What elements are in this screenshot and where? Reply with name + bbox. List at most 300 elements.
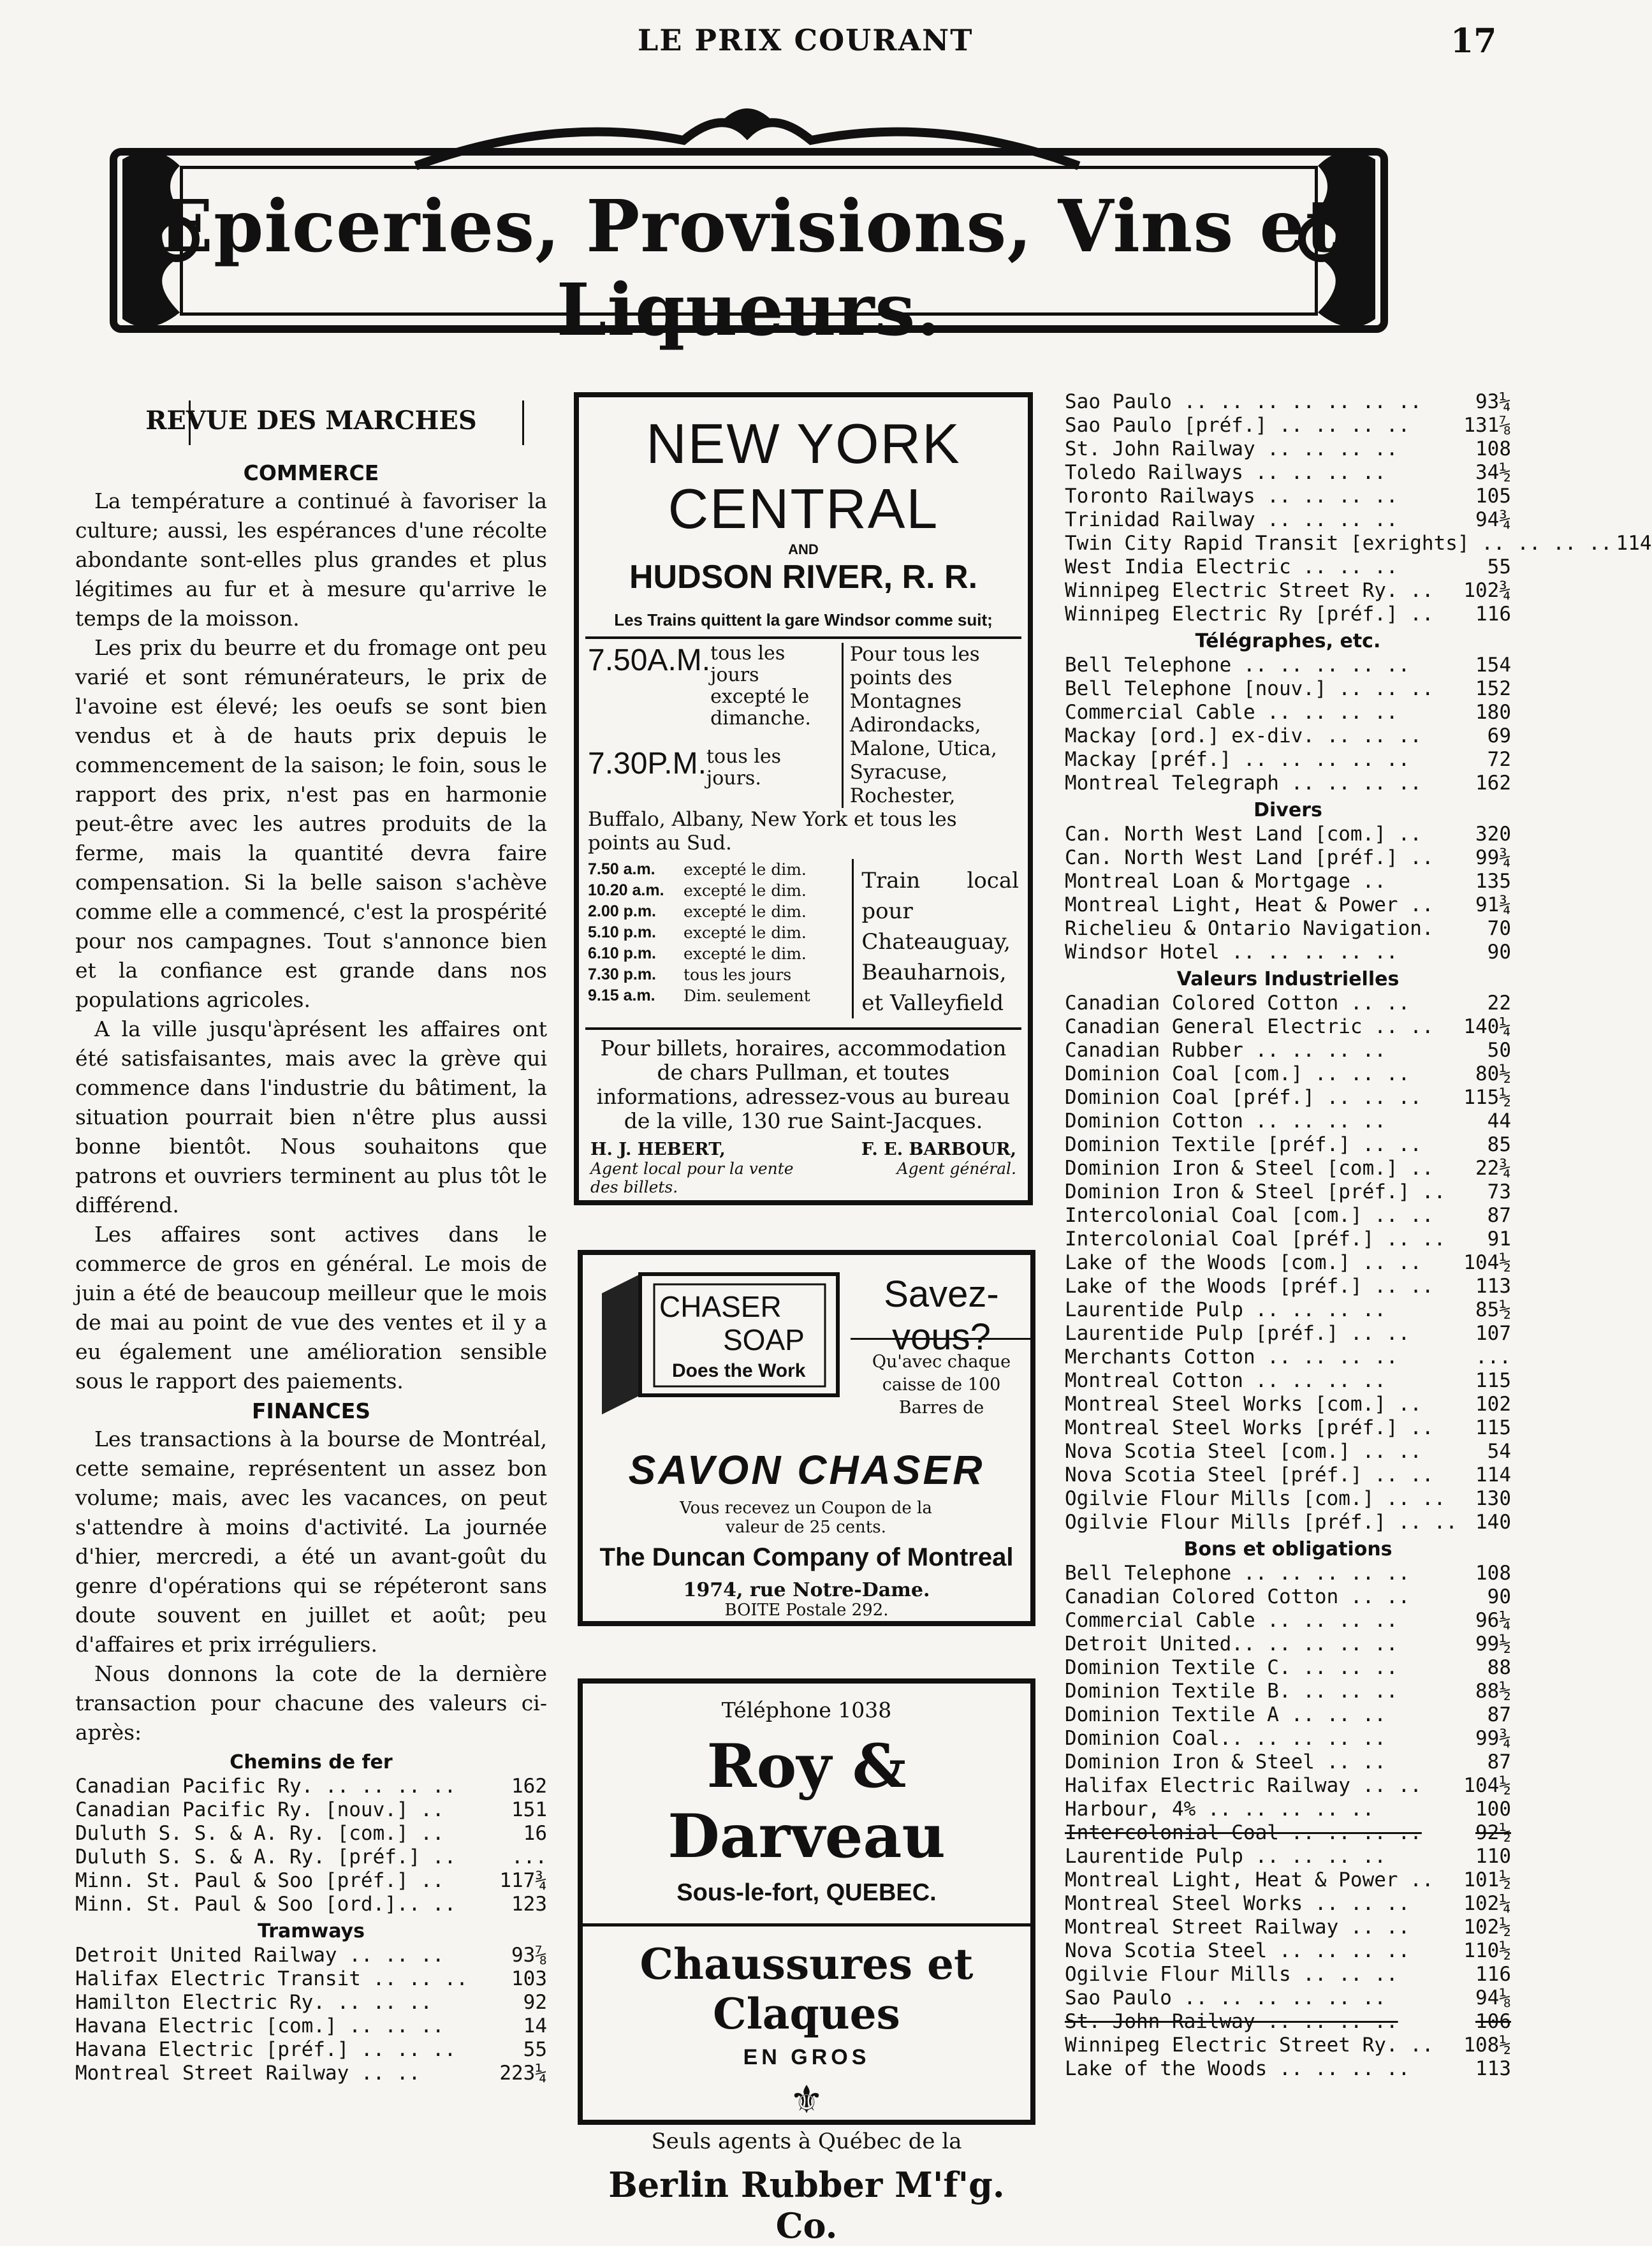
local-train-time: 6.10 p.m.: [588, 944, 656, 962]
security-price: 113: [1475, 1275, 1511, 1298]
security-name: Canadian Pacific Ry. .. .. .. ..: [75, 1775, 457, 1798]
security-price: 100: [1475, 1798, 1511, 1821]
security-name: Toronto Railways .. .. .. ..: [1065, 485, 1398, 508]
security-name: Merchants Cotton .. .. .. ..: [1065, 1346, 1398, 1369]
security-price: 93¼: [1475, 390, 1511, 413]
quote-row: [1065, 1393, 1511, 1416]
security-price: 96¼: [1475, 1609, 1511, 1632]
quote-row: [75, 2038, 547, 2062]
quote-row: [1065, 390, 1511, 414]
savon-chaser-title: SAVON CHASER: [628, 1447, 985, 1493]
page-header: [0, 18, 1610, 69]
security-name: Dominion Coal.. .. .. .. ..: [1065, 1727, 1386, 1750]
security-price: 69: [1487, 724, 1511, 747]
roy-product: Chaussures et Claques: [640, 1939, 974, 2039]
local-train-row: [588, 880, 852, 901]
security-name: Havana Electric [préf.] .. .. ..: [75, 2038, 457, 2061]
quote-row: [1065, 992, 1511, 1015]
local-train-note: excepté le dim.: [683, 881, 807, 900]
local-train-time: 5.10 p.m.: [588, 923, 656, 941]
security-price: 91¾: [1475, 893, 1511, 916]
quote-row: [1065, 823, 1511, 846]
quote-row: [75, 1967, 547, 1991]
journal-title: LE PRIX COURANT: [638, 23, 974, 57]
roy-en-gros: EN GROS: [743, 2045, 870, 2069]
quote-row: [1065, 1963, 1511, 1986]
security-price: 87: [1487, 1204, 1511, 1227]
security-name: Detroit United.. .. .. .. ..: [1065, 1633, 1398, 1655]
security-price: 73: [1487, 1180, 1511, 1203]
quote-row: [75, 1944, 547, 1967]
security-price: 70: [1487, 917, 1511, 940]
quote-row: [1065, 1322, 1511, 1346]
security-price: 92½: [1475, 1821, 1511, 1844]
security-price: 108: [1475, 437, 1511, 460]
quote-row: [1065, 461, 1511, 485]
security-name: Twin City Rapid Transit [exrights] .. .. .. ..: [1065, 532, 1612, 555]
security-price: 87: [1487, 1703, 1511, 1726]
security-price: 88: [1487, 1656, 1511, 1679]
quote-row: [1065, 1633, 1511, 1656]
security-price: 320: [1475, 823, 1511, 846]
nyc-info: Pour billets, horaires, accommodation de chars Pullman, et toutes informations, adressez-vous au bureau de la ville, 130 rue Saint-Jacques.: [596, 1036, 1011, 1133]
security-price: 135: [1475, 870, 1511, 893]
quote-row: [75, 1846, 547, 1869]
stock-list: [1065, 390, 1652, 626]
security-name: Duluth S. S. & A. Ry. [com.] ..: [75, 1822, 444, 1845]
security-price: 106: [1475, 2010, 1511, 2033]
train-destinations-cont: Buffalo, Albany, New York et tous les points au Sud.: [588, 808, 957, 855]
security-price: 16: [523, 1822, 547, 1845]
quote-row: [1065, 677, 1511, 701]
security-price: 102¼: [1463, 1892, 1511, 1915]
quote-row: [75, 1991, 547, 2015]
security-name: Dominion Coal [préf.] .. .. ..: [1065, 1086, 1422, 1109]
quote-row: [1065, 1986, 1511, 2010]
soap-box-slogan: Does the Work: [672, 1360, 806, 1381]
security-price: 151: [511, 1798, 547, 1821]
quote-row: [1065, 2034, 1511, 2057]
quote-row: [1065, 1062, 1511, 1086]
local-train-note: excepté le dim.: [683, 860, 807, 879]
quote-row: [1065, 1298, 1511, 1322]
quote-row: [1065, 2010, 1511, 2034]
quote-row: [1065, 555, 1511, 579]
local-train-note: excepté le dim.: [683, 902, 807, 921]
security-name: Dominion Cotton .. .. .. ..: [1065, 1110, 1386, 1133]
quote-row: [1065, 1228, 1511, 1251]
security-name: Montreal Steel Works [préf.] ..: [1065, 1416, 1434, 1439]
quote-row: [75, 2062, 547, 2085]
security-price: 90: [1487, 941, 1511, 964]
security-price: 140: [1475, 1511, 1511, 1534]
railways-list: [75, 1775, 547, 1916]
security-name: Halifax Electric Railway .. ..: [1065, 1774, 1422, 1797]
security-name: Dominion Coal [com.] .. .. ..: [1065, 1062, 1410, 1085]
security-price: 154: [1475, 654, 1511, 677]
quote-row: [1065, 1180, 1511, 1204]
security-price: 14: [523, 2015, 547, 2037]
security-price: 114: [1475, 1464, 1511, 1486]
quote-row: [1065, 1727, 1511, 1751]
security-name: Laurentide Pulp .. .. .. ..: [1065, 1298, 1386, 1321]
divers-heading: Divers: [1254, 799, 1322, 821]
local-train-time: 10.20 a.m.: [588, 881, 664, 899]
security-price: 22: [1487, 992, 1511, 1015]
right-column: [1065, 390, 1652, 2081]
security-name: Winnipeg Electric Ry [préf.] ..: [1065, 603, 1434, 626]
security-name: Mackay [préf.] .. .. .. .. ..: [1065, 748, 1410, 771]
quote-row: [1065, 1680, 1511, 1703]
telegraph-list: [1065, 654, 1511, 795]
quote-row: [1065, 579, 1511, 603]
security-name: Bell Telephone .. .. .. .. ..: [1065, 1562, 1410, 1585]
agent-local-name: H. J. HEBERT,: [590, 1140, 726, 1159]
bonds-list: [1065, 1562, 1511, 2081]
security-price: ...: [1475, 1346, 1511, 1369]
banner-title: Epiceries, Provisions, Vins et Liqueurs.: [158, 185, 1340, 352]
security-price: 131⅞: [1463, 414, 1511, 437]
security-name: Dominion Textile A .. .. ..: [1065, 1703, 1386, 1726]
page-number: 17: [1451, 22, 1497, 61]
security-price: 92: [523, 1991, 547, 2014]
security-name: Winnipeg Electric Street Ry. ..: [1065, 579, 1434, 602]
security-price: 117¾: [499, 1869, 547, 1892]
quote-row: [1065, 485, 1511, 508]
security-name: Nova Scotia Steel .. .. .. ..: [1065, 1939, 1410, 1962]
railways-heading: Chemins de fer: [230, 1751, 393, 1773]
security-name: Windsor Hotel .. .. .. .. ..: [1065, 941, 1398, 964]
security-price: 180: [1475, 701, 1511, 724]
security-name: St. John Railway .. .. .. ..: [1065, 437, 1398, 460]
commerce-heading: COMMERCE: [243, 460, 379, 485]
agent-general-role: Agent général.: [896, 1159, 1016, 1178]
quote-row: [1065, 1133, 1511, 1157]
roy-phone: Téléphone 1038: [721, 1698, 892, 1722]
train-time: 7.50A.M.: [588, 643, 711, 677]
security-price: 72: [1487, 748, 1511, 771]
quote-row: [1065, 1251, 1511, 1275]
security-name: Montreal Steel Works .. .. ..: [1065, 1892, 1410, 1915]
left-column: [75, 395, 547, 2085]
security-price: 101½: [1463, 1868, 1511, 1891]
quote-row: [1065, 1751, 1511, 1774]
security-price: 44: [1487, 1110, 1511, 1133]
train-destinations: Pour tous les points des Montagnes Adirondacks, Malone, Utica, Syracuse, Rochester,: [842, 643, 1019, 808]
roy-darveau-ad: [578, 1678, 1035, 2246]
duncan-address: 1974, rue Notre-Dame.: [683, 1579, 930, 1601]
security-name: Montreal Street Railway .. ..: [75, 2062, 421, 2085]
security-name: Lake of the Woods .. .. .. ..: [1065, 2057, 1410, 2080]
security-price: 55: [523, 2038, 547, 2061]
security-price: 102¾: [1463, 579, 1511, 602]
local-train-time: 7.50 a.m.: [588, 860, 655, 878]
quote-row: [1065, 1487, 1511, 1511]
local-train-times: [588, 859, 854, 1018]
quote-row: [1065, 1656, 1511, 1680]
security-price: 102½: [1463, 1916, 1511, 1939]
security-price: 123: [511, 1893, 547, 1916]
quote-row: [1065, 772, 1511, 795]
security-price: 85½: [1475, 1298, 1511, 1321]
coupon-text: Vous recevez un Coupon de la valeur de 25 cents.: [680, 1499, 932, 1537]
quote-row: [1065, 724, 1511, 748]
security-price: 162: [511, 1775, 547, 1798]
nyc-intro: Les Trains quittent la gare Windsor comme suit;: [614, 610, 993, 629]
quote-row: [75, 1869, 547, 1893]
paragraph: Les prix du beurre et du fromage ont peu varié et sont rémunérateurs, le prix de l'avoine est élevé; les oeufs se sont bien vendus et à de hauts prix depuis le commencement de la saison; le foin, sous le rapport des prix, n'est pas en harmonie peut-être avec les autres produits de la ferme, mais la quantité devra faire compensation. Si la belle saison s'achève comme elle a commencé, c'est la prospérité pour nos campagnes. Tout s'annonce bien et la confiance est grande dans nos populations agricoles.: [75, 635, 547, 1012]
security-price: 107: [1475, 1322, 1511, 1345]
quote-row: [1065, 1275, 1511, 1298]
security-name: Montreal Light, Heat & Power ..: [1065, 1868, 1434, 1891]
security-price: 91: [1487, 1228, 1511, 1251]
security-name: Hamilton Electric Ry. .. .. ..: [75, 1991, 432, 2014]
security-price: 116: [1475, 603, 1511, 626]
security-name: Montreal Telegraph .. .. .. ..: [1065, 772, 1422, 795]
security-name: Dominion Textile C. .. .. ..: [1065, 1656, 1398, 1679]
local-train-time: 7.30 p.m.: [588, 965, 656, 983]
security-name: Ogilvie Flour Mills [com.] .. ..: [1065, 1487, 1446, 1510]
telegraph-heading: Télégraphes, etc.: [1195, 630, 1381, 652]
security-name: Dominion Iron & Steel [préf.] ..: [1065, 1180, 1446, 1203]
security-name: Intercolonial Coal [préf.] .. ..: [1065, 1228, 1446, 1251]
security-price: 104½: [1463, 1774, 1511, 1797]
security-name: Detroit United Railway .. .. ..: [75, 1944, 444, 1967]
security-price: 115: [1475, 1416, 1511, 1439]
security-name: Lake of the Woods [préf.] .. ..: [1065, 1275, 1434, 1298]
local-train-row: [588, 901, 852, 922]
quote-row: [1065, 1086, 1511, 1110]
security-name: Dominion Textile B. .. .. ..: [1065, 1680, 1398, 1703]
industrial-heading: Valeurs Industrielles: [1176, 968, 1400, 990]
quote-row: [1065, 1868, 1511, 1892]
paragraph: Nous donnons la cote de la dernière transaction pour chacune des valeurs ci-après:: [75, 1661, 547, 1745]
security-name: Richelieu & Ontario Navigation.: [1065, 917, 1434, 940]
security-name: Canadian General Electric .. ..: [1065, 1015, 1434, 1038]
security-name: Can. North West Land [com.] ..: [1065, 823, 1422, 846]
security-name: Halifax Electric Transit .. .. ..: [75, 1967, 468, 1990]
quote-row: [1065, 748, 1511, 772]
security-price: 130: [1475, 1487, 1511, 1510]
security-price: 102: [1475, 1393, 1511, 1416]
security-name: Lake of the Woods [com.] .. ..: [1065, 1251, 1422, 1274]
security-price: 99½: [1475, 1633, 1511, 1655]
security-price: 87: [1487, 1751, 1511, 1773]
security-price: 99¾: [1475, 1727, 1511, 1750]
security-price: 115: [1475, 1369, 1511, 1392]
agent-local-role: Agent local pour la vente des billets.: [590, 1159, 794, 1196]
local-train-row: [588, 985, 852, 1006]
security-price: 90: [1487, 1585, 1511, 1608]
quote-row: [1065, 1939, 1511, 1963]
security-price: 162: [1475, 772, 1511, 795]
security-price: 85: [1487, 1133, 1511, 1156]
security-name: Winnipeg Electric Street Ry. ..: [1065, 2034, 1434, 2057]
quote-row: [1065, 1562, 1511, 1585]
security-price: 103: [511, 1967, 547, 1990]
security-name: Sao Paulo .. .. .. .. .. .. ..: [1065, 390, 1422, 413]
paragraph: La température a continué à favoriser la culture; aussi, les espérances d'une récolte abondante sont-elles plus grandes et plus légitimes au fur et à mesure qu'arrive le temps de la moisson.: [75, 488, 547, 631]
local-train-row: [588, 943, 852, 964]
quote-row: [1065, 941, 1511, 964]
local-train-note: excepté le dim.: [683, 923, 807, 942]
security-price: 223¼: [499, 2062, 547, 2085]
security-name: Intercolonial Coal [com.] .. ..: [1065, 1204, 1434, 1227]
quote-row: [1065, 654, 1511, 677]
security-price: 88½: [1475, 1680, 1511, 1703]
bonds-heading: Bons et obligations: [1183, 1538, 1393, 1560]
soap-box-brand: CHASER: [659, 1290, 782, 1323]
quote-row: [1065, 414, 1511, 437]
security-name: Sao Paulo [préf.] .. .. .. ..: [1065, 414, 1410, 437]
security-price: 116: [1475, 1963, 1511, 1986]
quote-row: [1065, 1703, 1511, 1727]
security-price: 54: [1487, 1440, 1511, 1463]
quote-row: [1065, 870, 1511, 893]
quote-row: [1065, 1015, 1511, 1039]
quote-row: [1065, 1511, 1511, 1534]
finances-heading: FINANCES: [251, 1398, 371, 1423]
roy-location: Sous-le-fort, QUEBEC.: [676, 1879, 937, 1906]
quote-row: [1065, 893, 1511, 917]
soap-box-illustration: [596, 1268, 844, 1421]
quote-row: [1065, 532, 1652, 555]
market-review-heading: [120, 395, 502, 454]
local-train-time: 9.15 a.m.: [588, 987, 655, 1004]
quote-row: [1065, 1039, 1511, 1062]
quote-row: [1065, 1892, 1511, 1916]
agent-general-name: F. E. BARBOUR,: [861, 1140, 1016, 1159]
local-train-row: [588, 964, 852, 985]
security-name: Dominion Textile [préf.] .. ..: [1065, 1133, 1422, 1156]
security-name: Toledo Railways .. .. .. ..: [1065, 461, 1386, 484]
quote-row: [1065, 437, 1511, 461]
security-price: 108: [1475, 1562, 1511, 1585]
paragraph: Les transactions à la bourse de Montréal, cette semaine, représentent un assez bon volume; mais, avec les vacances, on peut s'attendre à moins d'activité. La journée d'hier, mercredi, a été un avant-goût du genre d'opérations qui se répéteront sans doute souvent en juillet et août; peu d'affaires et prix irréguliers.: [75, 1427, 547, 1657]
security-price: 113: [1475, 2057, 1511, 2080]
quote-row: [1065, 2057, 1511, 2081]
quote-row: [1065, 1845, 1511, 1868]
security-name: Ogilvie Flour Mills [préf.] .. ..: [1065, 1511, 1458, 1534]
security-price: 93⅞: [511, 1944, 547, 1967]
security-name: Montreal Street Railway .. ..: [1065, 1916, 1410, 1939]
security-price: 55: [1487, 555, 1511, 578]
nyc-subtitle: HUDSON RIVER, R. R.: [629, 559, 978, 596]
quote-row: [1065, 701, 1511, 724]
tramways-heading: Tramways: [258, 1920, 365, 1942]
security-price: 50: [1487, 1039, 1511, 1062]
security-name: Bell Telephone .. .. .. .. ..: [1065, 654, 1410, 677]
security-price: 140¼: [1463, 1015, 1511, 1038]
train-note: tous les jours excepté le dimanche.: [710, 642, 811, 730]
security-name: Nova Scotia Steel [com.] .. ..: [1065, 1440, 1422, 1463]
security-name: Can. North West Land [préf.] ..: [1065, 846, 1434, 869]
chaser-soap-ad: [578, 1250, 1035, 1626]
savez-vous-heading: Savez-vous?: [884, 1273, 999, 1358]
security-name: Montreal Steel Works [com.] ..: [1065, 1393, 1422, 1416]
nyc-railroad-ad: [574, 392, 1033, 1205]
security-name: Canadian Colored Cotton .. ..: [1065, 1585, 1410, 1608]
local-train-row: [588, 859, 852, 880]
quote-row: [1065, 1110, 1511, 1133]
local-train-note: tous les jours: [683, 965, 792, 984]
security-price: 115½: [1463, 1086, 1511, 1109]
security-name: Commercial Cable .. .. .. ..: [1065, 701, 1398, 724]
security-name: Dominion Iron & Steel [com.] ..: [1065, 1157, 1434, 1180]
security-price: 22¾: [1475, 1157, 1511, 1180]
quote-row: [1065, 1440, 1511, 1464]
quote-row: [1065, 846, 1511, 870]
security-price: ...: [511, 1846, 547, 1868]
train-time: 7.30P.M.: [588, 747, 706, 781]
quote-row: [1065, 1609, 1511, 1633]
local-train-row: [588, 922, 852, 943]
quote-row: [75, 1893, 547, 1916]
quote-row: [75, 1822, 547, 1846]
quote-row: [1065, 1798, 1511, 1821]
quote-row: [75, 1798, 547, 1822]
security-name: Dominion Iron & Steel .. ..: [1065, 1751, 1386, 1773]
nyc-title: NEW YORK CENTRAL: [646, 412, 961, 540]
quote-row: [1065, 1369, 1511, 1393]
quote-row: [1065, 1157, 1511, 1180]
security-name: Sao Paulo .. .. .. .. .. ..: [1065, 1986, 1386, 2009]
security-price: 104½: [1463, 1251, 1511, 1274]
security-name: Ogilvie Flour Mills .. .. ..: [1065, 1963, 1398, 1986]
security-name: Commercial Cable .. .. .. ..: [1065, 1609, 1398, 1632]
market-review-title: REVUE DES MARCHES: [145, 406, 477, 436]
security-name: Trinidad Railway .. .. .. ..: [1065, 508, 1398, 531]
nyc-and: AND: [788, 541, 819, 557]
security-price: 94⅛: [1475, 1986, 1511, 2009]
quote-row: [1065, 1204, 1511, 1228]
paragraph: A la ville jusqu'àprésent les affaires ont été satisfaisantes, mais avec la grève qui commence dans l'industrie du bâtiment, la situation pourrait bien n'être plus aussi bonne bientôt. Nous souhaitons que patrons et ouvriers terminent au plus tôt le différend.: [75, 1017, 547, 1217]
quote-row: [1065, 1821, 1511, 1845]
security-price: 110½: [1463, 1939, 1511, 1962]
roy-name: Roy & Darveau: [668, 1731, 946, 1872]
savez-vous-text: Qu'avec chaque caisse de 100 Barres de: [872, 1352, 1011, 1418]
security-name: Canadian Rubber .. .. .. ..: [1065, 1039, 1386, 1062]
security-name: Havana Electric [com.] .. .. ..: [75, 2015, 444, 2037]
local-train-destination: Train local pour Chateauguay, Beauharnois, et Valleyfield: [861, 868, 1019, 1016]
security-name: Bell Telephone [nouv.] .. .. ..: [1065, 677, 1434, 700]
quote-row: [1065, 1585, 1511, 1609]
quote-row: [1065, 603, 1511, 626]
section-banner: [110, 134, 1388, 352]
quote-row: [1065, 1346, 1511, 1369]
security-name: Canadian Colored Cotton .. ..: [1065, 992, 1410, 1015]
security-name: Harbour, 4% .. .. .. .. ..: [1065, 1798, 1375, 1821]
security-price: 108½: [1463, 2034, 1511, 2057]
security-name: Montreal Loan & Mortgage ..: [1065, 870, 1386, 893]
divers-list: [1065, 823, 1511, 964]
security-name: St. John Railway .. .. .. ..: [1065, 2010, 1398, 2033]
postal-box: BOITE Postale 292.: [724, 1601, 889, 1620]
quote-row: [1065, 1464, 1511, 1487]
security-name: Laurentide Pulp [préf.] .. ..: [1065, 1322, 1410, 1345]
security-name: Minn. St. Paul & Soo [ord.].. ..: [75, 1893, 457, 1916]
local-train-note: Dim. seulement: [683, 987, 810, 1005]
soap-box-product: SOAP: [723, 1323, 805, 1356]
security-name: West India Electric .. .. ..: [1065, 555, 1398, 578]
security-price: 105: [1475, 485, 1511, 508]
local-train-note: excepté le dim.: [683, 944, 807, 963]
train-note: tous les jours.: [706, 745, 782, 789]
security-name: Intercolonial Coal .. .. .. ..: [1065, 1821, 1422, 1844]
fleur-de-lis-icon: ⚜: [789, 2078, 824, 2122]
quote-row: [75, 2015, 547, 2038]
security-name: Nova Scotia Steel [préf.] .. ..: [1065, 1464, 1434, 1486]
